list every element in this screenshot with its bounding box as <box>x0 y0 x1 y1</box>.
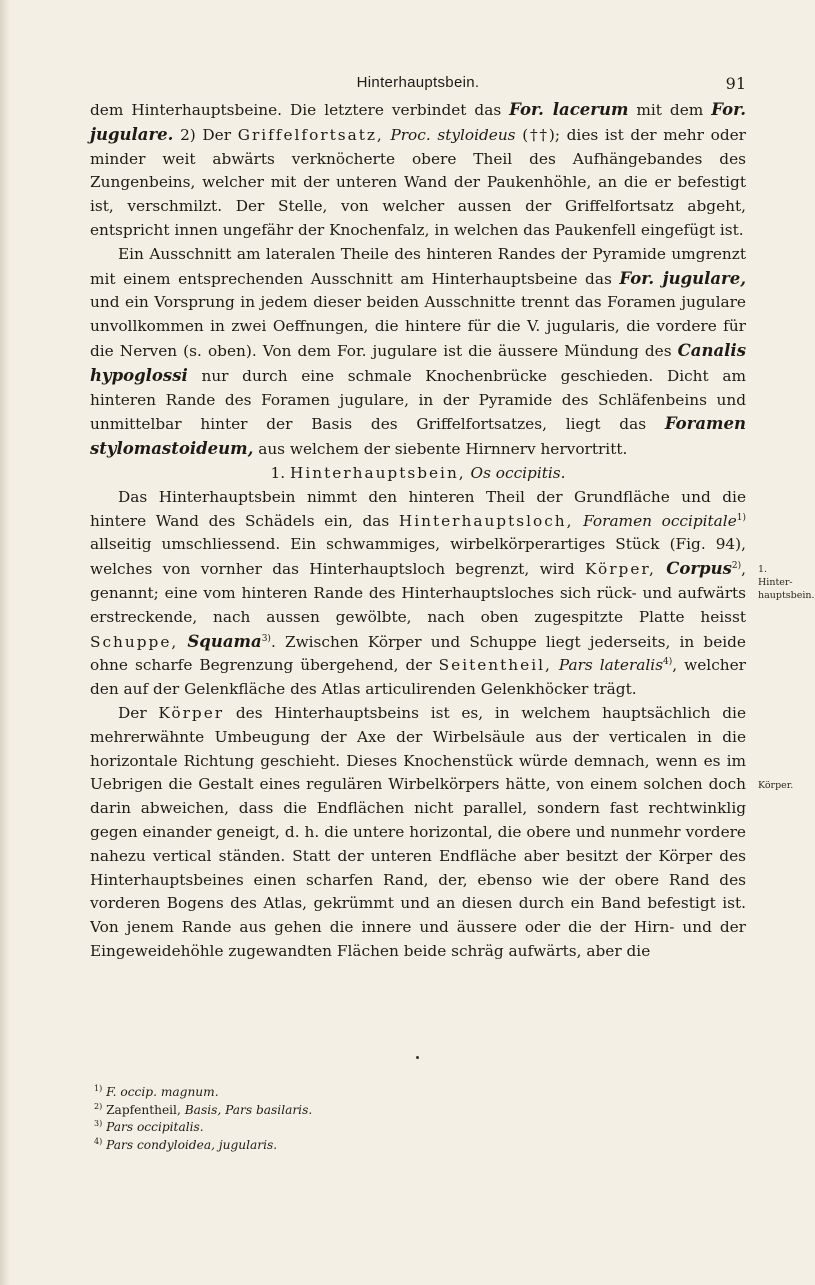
footnote-1: $^{1)}$ F. occip. magnum. <box>94 1083 219 1099</box>
footnote-4: $^{4)}$ Pars condyloidea, jugularis. <box>94 1136 278 1152</box>
margin-note-hinterhauptsbein: 1. Hinter- hauptsbein. <box>758 564 815 601</box>
footnote-ref-3: 3) <box>261 633 271 644</box>
paragraph-1: dem Hinterhauptsbeine. Die letztere verbindet das For. lacerum mit dem For. jugulare. 2) Der Griffelfortsatz, Proc. styloideus (††); dies ist der mehr oder minder weit abwärts verknöcherte obere Theil des Aufhängebandes des Zungenbeins, welcher mit der unteren Wand der Paukenhöhle, an die er befestigt ist, verschmilzt. Der Stelle, von welcher aussen der Griffelfortsatz abgeht, entspricht innen ungefähr der Knochenfalz, in welchen das Paukenfell eingefügt ist. <box>90 100 747 239</box>
page-binding-shadow <box>0 0 10 1285</box>
body-text <box>90 98 746 964</box>
footnote-2: $^{2)}$ Zapfentheil, Basis, Pars basilaris. <box>94 1101 313 1117</box>
paragraph-4: Der Körper des Hinterhauptsbeins ist es, in welchem hauptsächlich die mehrerwähnte Umbeugung der Axe der Wirbelsäule aus der verticalen in die horizontale Richtung geschieht. Dieses Knochenstück würde demnach, wenn es im Uebrigen die Gestalt eines regulären Wirbelkörpers hätte, von einem solchen doch darin abweichen, dass die Endflächen nicht parallel, sondern fast rechtwinklig gegen einander geneigt, d. h. die untere horizontal, die obere und nunmehr vordere nahezu vertical ständen. Statt der unteren Endfläche aber besitzt der Körper des Hinterhauptsbeines einen scharfen Rand, der, ebenso wie der obere Rand des vorderen Bogens des Atlas, gekrümmt und an diesen durch ein Band befestigt ist. Von jenem Rande aus gehen die innere und äussere oder die der Hirn- und der Eingeweidehöhle zugewandten Flächen beide schräg aufwärts, aber die <box>90 703 746 960</box>
paragraph-3: Das Hinterhauptsbein nimmt den hinteren Theil der Grundfläche und die hintere Wand des Schädels ein, das Hinterhauptsloch, Foramen occipitale$^{1)}$ allseitig umschliessend. Ein schwammiges, wirbelkörperartiges Stück (Fig. 94), welches von vornher das Hinterhauptsloch begrenzt, wird Körper, Corpus$^{2)}$, genannt; eine vom hinteren Rande des Hinterhauptsloches sich rück- und aufwärts erstreckende, nach aussen gewölbte, nach oben zugespitzte Platte heisst Schuppe, Squama$^{3)}$. Zwischen Körper und Schuppe liegt jederseits, in beide ohne scharfe Begrenzung übergehend, der Seitentheil, Pars lateralis$^{4)}$, welcher den auf der Gelenkfläche des Atlas articulirenden Gelenkhöcker trägt. <box>90 487 746 699</box>
footnote-ref-2: 2) <box>731 561 742 572</box>
margin-note-koerper: Körper. <box>758 780 794 791</box>
section-heading: 1. Hinterhauptsbein, Os occipitis. <box>270 463 566 482</box>
running-head-title: Hinterhauptsbein. <box>356 74 480 91</box>
page-number: 91 <box>725 74 746 93</box>
footnote-3: $^{3)}$ Pars occipitalis. <box>94 1119 204 1135</box>
running-head <box>90 74 746 96</box>
footnote-ref-4: 4) <box>663 657 673 668</box>
footnote-ref-1: 1) <box>736 512 746 523</box>
stray-mark <box>416 1056 419 1059</box>
paragraph-2: Ein Ausschnitt am lateralen Theile des hinteren Randes der Pyramide umgrenzt mit einem entsprechenden Ausschnitt am Hinterhauptsbeine das For. jugulare, und ein Vorsprung in jedem dieser beiden Ausschnitte trennt das Foramen jugulare unvollkommen in zwei Oeffnungen, die hintere für die V. jugularis, die vordere für die Nerven (s. oben). Von dem For. jugulare ist die äussere Mündung des Canalis hypoglossi nur durch eine schmale Knochenbrücke geschieden. Dicht am hinteren Rande des Foramen jugulare, in der Pyramide des Schläfenbeins und unmittelbar hinter der Basis des Griffelfortsatzes, liegt das Foramen stylomastoideum, aus welchem der siebente Hirnnerv hervortritt. <box>90 244 746 459</box>
footnotes <box>90 1084 746 1154</box>
